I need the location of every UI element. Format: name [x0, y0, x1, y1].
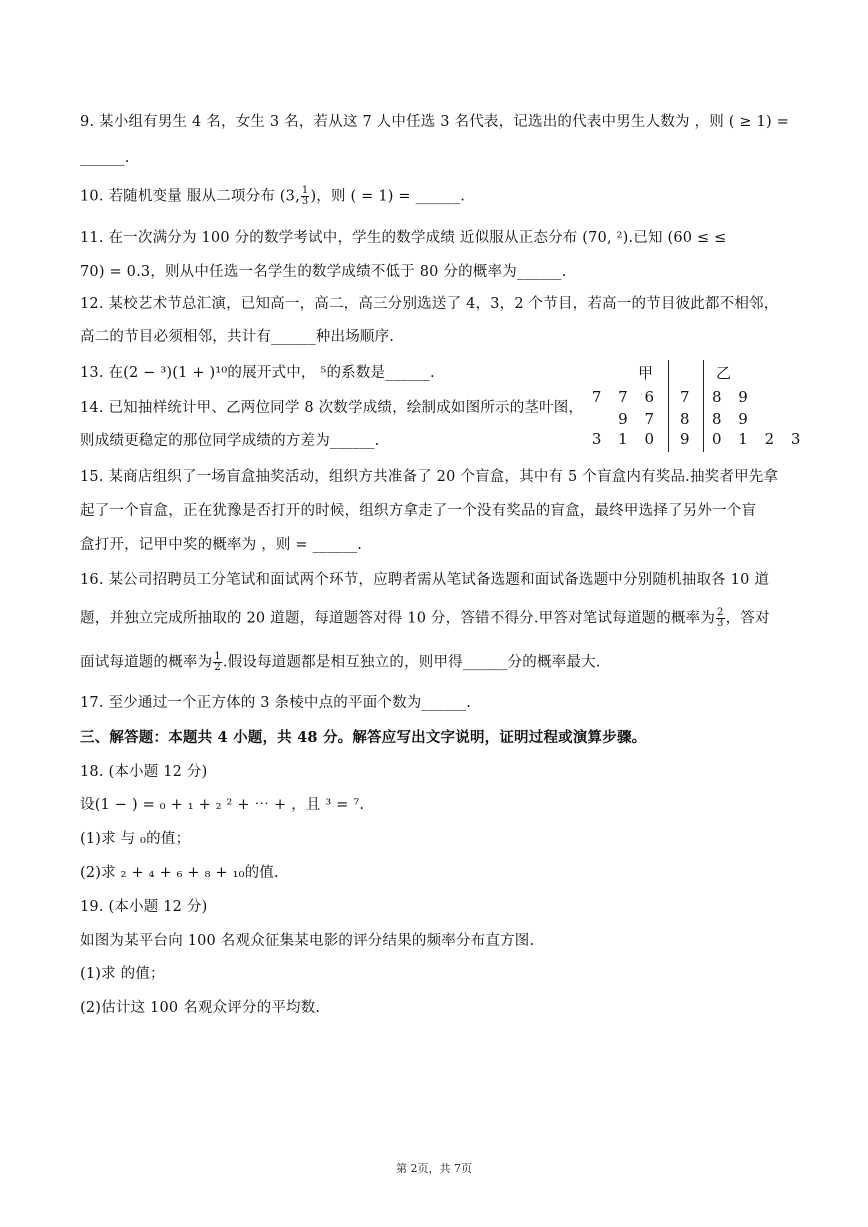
question-16-line-3-suffix: .假设每道题都是相互独立的，则甲得______分的概率最大. [222, 654, 601, 671]
question-18-line-1: 设(1 − ) = ₀ + ₁ + ₂ ² + ⋯ + ，且 ³ = ⁷. [80, 797, 365, 813]
page-footer: 第 2页，共 7页 [396, 1162, 472, 1175]
fraction-two-thirds [716, 608, 725, 629]
question-17: 17. 至少通过一个正方体的 3 条棱中点的平面个数为______. [80, 695, 472, 711]
stem-divider-right [703, 360, 704, 452]
question-15-line-3: 盒打开，记甲中奖的概率为 ，则 = ______. [80, 537, 363, 553]
question-16-line-1: 16. 某公司招聘员工分笔试和面试两个环节，应聘者需从笔试备选题和面试备选题中分别随机抽取各 10 道 [80, 572, 770, 588]
fraction-numerator: 1 [301, 185, 309, 196]
stem-leaf-stem-row-3: 9 [680, 430, 696, 448]
stem-leaf-stem-row-1: 7 [680, 388, 696, 406]
question-16-line-2-suffix: ，答对 [725, 610, 770, 627]
question-11-line-1: 11. 在一次满分为 100 分的数学考试中，学生的数学成绩 近似服从正态分布 (70, ²).已知 (60 ≤ ≤ [80, 230, 727, 246]
stem-leaf-header-left: 甲 [638, 364, 654, 382]
stem-leaf-right-row-1: 8 9 [712, 388, 754, 406]
stem-leaf-right-row-2: 8 9 [712, 410, 754, 428]
question-15-line-1: 15. 某商店组织了一场盲盒抽奖活动，组织方共准备了 20 个盲盒，其中有 5 个盲盒内有奖品.抽奖者甲先拿 [80, 469, 779, 485]
question-12-line-1: 12. 某校艺术节总汇演，已知高一，高二，高三分别选送了 4，3，2 个节目，若高一的节目彼此都不相邻， [80, 296, 779, 312]
question-16-line-2 [80, 608, 770, 629]
question-18-part-1: (1)求 与 ₀的值； [80, 831, 191, 847]
question-10-prefix: 10. 若随机变量 服从二项分布 (3, [80, 188, 300, 205]
question-19-header: 19. (本小题 12 分) [80, 899, 208, 915]
question-9-line-1: 9. 某小组有男生 4 名，女生 3 名，若从这 7 人中任选 3 名代表，记选出的代表中男生人数为 ，则 ( ≥ 1) = [80, 114, 789, 130]
stem-leaf-left-row-1: 7 7 6 [591, 388, 660, 406]
fraction-one-half [213, 652, 222, 673]
question-18-header: 18. (本小题 12 分) [80, 764, 208, 780]
question-10-suffix: )，则 ( = 1) = ______. [310, 188, 466, 205]
fraction-denominator: 2 [214, 662, 221, 673]
fraction-numerator: 2 [717, 607, 724, 618]
question-15-line-2: 起了一个盲盒，正在犹豫是否打开的时候，组织方拿走了一个没有奖品的盲盒，最终甲选择了另外一个盲 [80, 503, 757, 519]
fraction-one-third [301, 186, 310, 207]
stem-divider-left [668, 360, 669, 452]
fraction-denominator: 3 [717, 618, 724, 629]
question-16-line-3-prefix: 面试每道题的概率为 [80, 654, 213, 671]
stem-leaf-stem-row-2: 8 [680, 410, 696, 428]
question-13: 13. 在(2 − ³)(1 + )¹⁰的展开式中， ⁵的系数是______. [80, 365, 435, 381]
question-11-line-2: 70) = 0.3，则从中任选一名学生的数学成绩不低于 80 分的概率为______. [80, 264, 567, 280]
stem-leaf-header-right: 乙 [716, 364, 732, 382]
stem-leaf-plot [590, 360, 807, 456]
section-3-title: 三、解答题：本题共 4 小题，共 48 分。解答应写出文字说明，证明过程或演算步骤。 [80, 729, 647, 746]
stem-leaf-left-row-3: 3 1 0 [591, 430, 660, 448]
stem-leaf-right-row-3: 0 1 2 3 [712, 430, 807, 448]
question-18-part-2: (2)求 ₂ + ₄ + ₆ + ₈ + ₁₀的值. [80, 865, 279, 881]
fraction-denominator: 3 [301, 196, 309, 207]
stem-leaf-left-row-2: 9 7 [618, 410, 660, 428]
question-12-line-2: 高二的节目必须相邻，共计有______种出场顺序. [80, 329, 395, 345]
fraction-numerator: 1 [214, 651, 221, 662]
question-19-part-1: (1)求 的值； [80, 966, 165, 982]
question-14-line-1: 14. 已知抽样统计甲、乙两位同学 8 次数学成绩，绘制成如图所示的茎叶图， [80, 400, 584, 416]
question-14-line-2: 则成绩更稳定的那位同学成绩的方差为______. [80, 433, 380, 449]
question-19-part-2: (2)估计这 100 名观众评分的平均数. [80, 1000, 321, 1016]
question-9-line-2: ______. [80, 150, 130, 166]
question-10 [80, 186, 465, 207]
question-16-line-2-prefix: 题，并独立完成所抽取的 20 道题，每道题答对得 10 分，答错不得分.甲答对笔试每道题的概率为 [80, 610, 716, 627]
question-16-line-3 [80, 652, 601, 673]
question-19-line-1: 如图为某平台向 100 名观众征集某电影的评分结果的频率分布直方图. [80, 933, 535, 949]
